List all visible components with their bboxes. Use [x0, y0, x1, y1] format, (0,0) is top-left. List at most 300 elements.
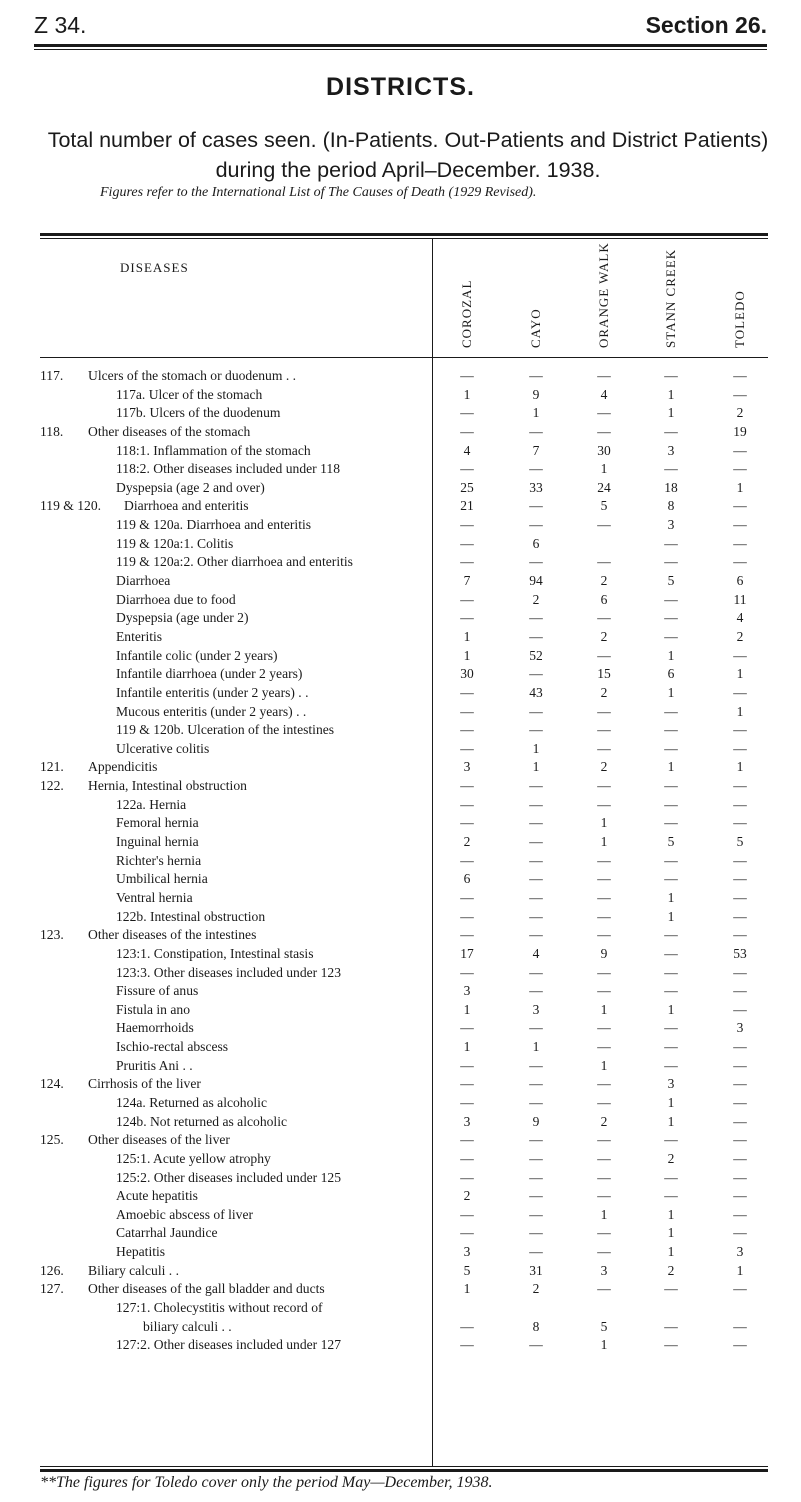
table-top-rule	[40, 233, 768, 236]
row-text: Pruritis Ani . .	[116, 1057, 193, 1073]
table-cell: —	[460, 1150, 474, 1166]
table-row	[0, 1113, 801, 1132]
table-row	[0, 889, 801, 908]
table-cell: 15	[597, 666, 611, 682]
table-row	[0, 1280, 801, 1299]
table-row	[0, 1299, 801, 1318]
table-row	[0, 497, 801, 516]
table-row	[0, 852, 801, 871]
table-cell: 11	[733, 591, 747, 607]
table-cell: 1	[667, 1094, 675, 1110]
table-cell: 1	[736, 703, 744, 719]
table-cell: 5	[600, 498, 608, 514]
table-cell: —	[664, 368, 678, 383]
table-cell: —	[460, 1057, 474, 1073]
table-cell: —	[733, 442, 747, 458]
table-cell: —	[733, 1281, 747, 1297]
table-cell: —	[733, 535, 747, 551]
table-cell: 24	[597, 479, 611, 495]
table-cell: —	[529, 1150, 543, 1166]
table-cell: 1	[600, 1001, 608, 1017]
reference-note: Figures refer to the International List of The Causes of Death (1929 Revised).	[100, 185, 537, 200]
row-text: Infantile enteritis (under 2 years) . .	[116, 684, 309, 700]
table-cell: 7	[532, 442, 540, 458]
table-cell: —	[733, 796, 747, 812]
table-cell: 1	[463, 1039, 471, 1055]
table-cell: 5	[667, 573, 675, 589]
table-cell: 1	[463, 1001, 471, 1017]
table-cell: —	[460, 1169, 474, 1185]
table-row	[0, 1150, 801, 1169]
table-row	[0, 553, 801, 572]
table-row	[0, 535, 801, 554]
table-row	[0, 1318, 801, 1337]
table-row	[0, 703, 801, 722]
column-header: COROZAL	[459, 279, 474, 348]
table-row	[0, 1131, 801, 1150]
row-text: Dyspepsia (age under 2)	[116, 610, 249, 626]
table-cell: —	[664, 591, 678, 607]
table-cell: —	[529, 722, 543, 738]
row-text: Biliary calculi . .	[88, 1262, 179, 1278]
row-number: 125.	[40, 1132, 64, 1148]
table-cell: —	[597, 1281, 611, 1297]
table-row	[0, 665, 801, 684]
column-header: ORANGE WALK	[596, 242, 611, 348]
table-cell: —	[733, 1057, 747, 1073]
table-cell: —	[733, 1337, 747, 1353]
table-row	[0, 721, 801, 740]
table-cell: —	[529, 1076, 543, 1092]
table-cell: —	[733, 964, 747, 980]
row-number: 121.	[40, 759, 64, 775]
row-text: Mucous enteritis (under 2 years) . .	[116, 703, 307, 719]
table-cell: —	[460, 1206, 474, 1222]
table-cell: —	[597, 554, 611, 570]
table-cell: —	[664, 423, 678, 439]
row-text: Haemorrhoids	[116, 1020, 194, 1036]
table-cell: 1	[667, 647, 675, 663]
row-number: 117.	[40, 368, 64, 383]
table-cell: —	[597, 647, 611, 663]
table-cell: —	[597, 740, 611, 756]
table-cell: —	[460, 591, 474, 607]
table-cell: 21	[460, 498, 474, 514]
table-cell: —	[529, 871, 543, 887]
row-text: 122a. Hernia	[116, 796, 187, 812]
table-cell: —	[460, 722, 474, 738]
row-text: 125:2. Other diseases included under 125	[116, 1169, 342, 1185]
table-cell: —	[529, 628, 543, 644]
table-cell: 1	[736, 759, 744, 775]
page-title: DISTRICTS.	[326, 73, 475, 101]
table-cell: —	[664, 1020, 678, 1036]
table-cell: —	[597, 368, 611, 383]
table-cell: —	[529, 517, 543, 533]
table-cell: —	[529, 1244, 543, 1260]
table-cell: 1	[532, 405, 540, 421]
diseases-header: DISEASES	[120, 260, 189, 275]
table-cell: —	[597, 1076, 611, 1092]
table-cell: —	[664, 1188, 678, 1204]
row-text: 127:2. Other diseases included under 127	[116, 1337, 342, 1353]
table-row	[0, 647, 801, 666]
table-row	[0, 1187, 801, 1206]
table-row	[0, 1169, 801, 1188]
table-row	[0, 1206, 801, 1225]
table-cell: 1	[667, 1206, 675, 1222]
table-cell: 3	[463, 759, 471, 775]
table-cell: —	[529, 908, 543, 924]
table-cell: —	[733, 1001, 747, 1017]
table-cell: —	[664, 554, 678, 570]
table-row	[0, 684, 801, 703]
table-cell: —	[460, 796, 474, 812]
table-cell: —	[529, 815, 543, 831]
table-cell: —	[733, 517, 747, 533]
table-cell: 31	[529, 1262, 543, 1278]
row-text: Diarrhoea	[116, 573, 171, 589]
table-cell: 6	[667, 666, 675, 682]
row-text: Enteritis	[116, 628, 163, 644]
row-text: Fissure of anus	[116, 983, 199, 999]
table-cell: —	[597, 1020, 611, 1036]
table-cell: 1	[463, 386, 471, 402]
row-text: 119 & 120a:2. Other diarrhoea and enteritis	[116, 554, 353, 570]
table-cell: —	[597, 1132, 611, 1148]
table-cell: 2	[463, 1188, 471, 1204]
row-text: 117a. Ulcer of the stomach	[116, 386, 263, 402]
table-row	[0, 1038, 801, 1057]
table-row	[0, 1094, 801, 1113]
table-cell: 3	[736, 1244, 744, 1260]
table-cell: —	[664, 852, 678, 868]
table-row	[0, 386, 801, 405]
column-header: CAYO	[528, 308, 543, 348]
table-cell: —	[664, 871, 678, 887]
table-row	[0, 833, 801, 852]
table-cell: 2	[532, 1281, 540, 1297]
row-number: 118.	[40, 423, 64, 439]
table-row	[0, 460, 801, 479]
table-cell: 4	[463, 442, 471, 458]
table-cell: —	[460, 368, 474, 383]
table-cell: 2	[667, 1262, 675, 1278]
table-row	[0, 1057, 801, 1076]
row-text: Infantile colic (under 2 years)	[116, 647, 278, 663]
table-row	[0, 404, 801, 423]
table-cell: —	[529, 610, 543, 626]
row-text: 117b. Ulcers of the duodenum	[116, 405, 281, 421]
row-text: Cirrhosis of the liver	[88, 1076, 201, 1092]
column-header: STANN CREEK	[663, 248, 678, 348]
row-text: 124b. Not returned as alcoholic	[116, 1113, 288, 1129]
table-cell: 2	[736, 628, 744, 644]
table-row	[0, 964, 801, 983]
table-cell: —	[460, 535, 474, 551]
table-cell: —	[664, 1169, 678, 1185]
table-cell: —	[733, 1094, 747, 1110]
table-cell: —	[733, 983, 747, 999]
row-text: 119 & 120a. Diarrhoea and enteritis	[116, 517, 312, 533]
row-text: Diarrhoea and enteritis	[124, 498, 249, 514]
table-cell: —	[597, 1244, 611, 1260]
table-cell: —	[733, 1318, 747, 1334]
table-cell: 1	[463, 647, 471, 663]
table-cell: —	[529, 554, 543, 570]
row-text: Catarrhal Jaundice	[116, 1225, 218, 1241]
row-text: Ventral hernia	[116, 889, 193, 905]
table-cell: —	[529, 1132, 543, 1148]
table-cell: —	[529, 889, 543, 905]
table-cell: —	[529, 423, 543, 439]
table-cell: —	[733, 386, 747, 402]
table-cell: —	[597, 964, 611, 980]
table-cell: —	[460, 1020, 474, 1036]
table-cell: 7	[463, 573, 471, 589]
table-cell: —	[460, 684, 474, 700]
row-text: 123:3. Other diseases included under 123	[116, 964, 342, 980]
table-cell: —	[597, 423, 611, 439]
table-cell: 6	[736, 573, 744, 589]
table-cell: —	[529, 1206, 543, 1222]
page-code: Z 34.	[34, 12, 87, 38]
table-cell: 3	[600, 1262, 608, 1278]
table-cell: —	[597, 889, 611, 905]
table-cell: —	[664, 722, 678, 738]
page-subtitle: Total number of cases seen. (In-Patients. Out-Patients and District Patients) during the period April–December. 1938.	[47, 128, 769, 182]
table-cell: —	[597, 871, 611, 887]
table-cell: —	[733, 1076, 747, 1092]
row-text: Amoebic abscess of liver	[116, 1206, 254, 1222]
table-cell: —	[664, 1337, 678, 1353]
row-text: Umbilical hernia	[116, 871, 208, 887]
table-row	[0, 591, 801, 610]
table-cell: —	[664, 796, 678, 812]
row-text: 119 & 120a:1. Colitis	[116, 535, 234, 551]
table-cell: —	[597, 1225, 611, 1241]
table-cell: —	[733, 1132, 747, 1148]
table-cell: —	[529, 498, 543, 514]
table-cell: 1	[600, 815, 608, 831]
table-row	[0, 1224, 801, 1243]
table-cell: —	[597, 1188, 611, 1204]
table-cell: —	[460, 517, 474, 533]
row-text: Ischio-rectal abscess	[116, 1039, 229, 1055]
table-cell: 1	[532, 1039, 540, 1055]
table-row	[0, 572, 801, 591]
table-cell: 1	[463, 1281, 471, 1297]
row-number: 126.	[40, 1262, 64, 1278]
table-row	[0, 1336, 801, 1355]
row-text: Inguinal hernia	[116, 834, 199, 850]
table-cell: —	[529, 666, 543, 682]
table-cell: 52	[529, 647, 543, 663]
table-cell: —	[664, 1281, 678, 1297]
table-bottom-rule	[40, 1469, 768, 1472]
table-cell: —	[460, 1076, 474, 1092]
table-cell: —	[597, 517, 611, 533]
table-cell: —	[597, 778, 611, 794]
table-row	[0, 908, 801, 927]
row-number: 119 & 120.	[40, 498, 102, 514]
table-cell: —	[597, 1039, 611, 1055]
table-cell: —	[460, 1132, 474, 1148]
table-row	[0, 423, 801, 442]
table-cell: —	[733, 778, 747, 794]
table-cell: —	[529, 1020, 543, 1036]
table-cell: —	[664, 945, 678, 961]
table-row	[0, 628, 801, 647]
table-row	[0, 758, 801, 777]
table-cell: —	[460, 1094, 474, 1110]
table-cell: 4	[736, 610, 744, 626]
table-cell: —	[664, 461, 678, 477]
row-text: Appendicitis	[88, 759, 158, 775]
table-cell: 1	[667, 684, 675, 700]
table-cell: 30	[460, 666, 474, 682]
table-cell: —	[733, 1039, 747, 1055]
table-row	[0, 814, 801, 833]
table-cell: 9	[532, 386, 540, 402]
table-cell: 2	[600, 573, 608, 589]
table-header-rule	[40, 357, 768, 358]
table-cell: —	[460, 1225, 474, 1241]
table-cell: —	[733, 740, 747, 756]
row-text: Ulcers of the stomach or duodenum . .	[88, 368, 297, 383]
table-cell: —	[597, 983, 611, 999]
table-cell: —	[460, 423, 474, 439]
row-text: Other diseases of the liver	[88, 1132, 230, 1148]
table-cell: —	[529, 1188, 543, 1204]
table-cell: —	[664, 535, 678, 551]
table-cell: 2	[600, 684, 608, 700]
table-cell: —	[597, 1169, 611, 1185]
table-cell: 1	[667, 1225, 675, 1241]
table-row	[0, 609, 801, 628]
row-text: 118:1. Inflammation of the stomach	[116, 442, 311, 458]
table-cell: —	[460, 815, 474, 831]
table-cell: 94	[529, 573, 543, 589]
table-cell: —	[664, 778, 678, 794]
table-cell: —	[597, 796, 611, 812]
table-cell: 53	[733, 945, 747, 961]
row-text: 123:1. Constipation, Intestinal stasis	[116, 945, 314, 961]
table-cell: 1	[667, 1001, 675, 1017]
table-cell: —	[529, 927, 543, 943]
row-text: 124a. Returned as alcoholic	[116, 1094, 267, 1110]
table-cell: 1	[532, 740, 540, 756]
table-cell: 18	[664, 479, 678, 495]
table-cell: —	[597, 852, 611, 868]
table-cell: —	[529, 1225, 543, 1241]
table-cell: —	[733, 927, 747, 943]
table-cell: —	[733, 1188, 747, 1204]
table-cell: 2	[736, 405, 744, 421]
row-text: Infantile diarrhoea (under 2 years)	[116, 666, 303, 682]
table-cell: 1	[667, 889, 675, 905]
table-cell: —	[733, 815, 747, 831]
table-cell: —	[733, 1150, 747, 1166]
table-cell: —	[664, 1318, 678, 1334]
table-cell: 6	[532, 535, 540, 551]
table-cell: —	[733, 554, 747, 570]
row-text: 122b. Intestinal obstruction	[116, 908, 266, 924]
table-cell: —	[529, 778, 543, 794]
table-cell: 2	[600, 759, 608, 775]
table-cell: —	[733, 461, 747, 477]
table-cell: —	[733, 1225, 747, 1241]
table-cell: —	[664, 1039, 678, 1055]
row-number: 123.	[40, 927, 64, 943]
table-cell: —	[460, 554, 474, 570]
table-cell: 1	[736, 1262, 744, 1278]
table-cell: 1	[600, 1057, 608, 1073]
table-cell: 5	[600, 1318, 608, 1334]
table-cell: —	[664, 964, 678, 980]
table-cell: —	[460, 908, 474, 924]
row-text: 127:1. Cholecystitis without record of	[116, 1300, 323, 1316]
table-cell: —	[529, 703, 543, 719]
row-text: Hepatitis	[116, 1244, 166, 1260]
table-cell: 1	[667, 1244, 675, 1260]
row-text: Other diseases of the intestines	[88, 927, 257, 943]
table-row	[0, 367, 801, 386]
table-cell: —	[597, 405, 611, 421]
table-cell: —	[733, 1113, 747, 1129]
table-cell: —	[460, 461, 474, 477]
row-text: 125:1. Acute yellow atrophy	[116, 1150, 271, 1166]
row-number: 122.	[40, 778, 64, 794]
table-cell: 1	[667, 386, 675, 402]
table-cell: 6	[600, 591, 608, 607]
table-cell: 1	[600, 1206, 608, 1222]
table-cell: 30	[597, 442, 611, 458]
table-cell: 3	[463, 1244, 471, 1260]
table-cell: —	[529, 1337, 543, 1353]
row-number: 124.	[40, 1076, 64, 1092]
table-cell: —	[460, 889, 474, 905]
row-number: 127.	[40, 1281, 64, 1297]
table-cell: —	[664, 703, 678, 719]
table-row	[0, 740, 801, 759]
table-cell: 43	[529, 684, 543, 700]
table-cell: —	[733, 889, 747, 905]
table-row	[0, 926, 801, 945]
table-cell: —	[597, 908, 611, 924]
table-cell: 1	[736, 666, 744, 682]
table-cell: —	[460, 778, 474, 794]
table-cell: —	[597, 927, 611, 943]
table-cell: —	[664, 1132, 678, 1148]
row-text: Dyspepsia (age 2 and over)	[116, 479, 265, 495]
table-cell: —	[529, 1057, 543, 1073]
table-cell: —	[460, 405, 474, 421]
table-cell: —	[733, 684, 747, 700]
table-cell: 1	[600, 834, 608, 850]
table-cell: —	[664, 927, 678, 943]
table-cell: —	[733, 871, 747, 887]
footnote: **The figures for Toledo cover only the period May—December, 1938.	[40, 1474, 493, 1491]
table-row	[0, 1075, 801, 1094]
table-row	[0, 1243, 801, 1262]
table-cell: 3	[667, 442, 675, 458]
table-cell: 5	[736, 834, 744, 850]
table-cell: —	[529, 852, 543, 868]
table-cell: 25	[460, 479, 474, 495]
table-cell: —	[460, 703, 474, 719]
header-rule-thin	[34, 49, 767, 50]
